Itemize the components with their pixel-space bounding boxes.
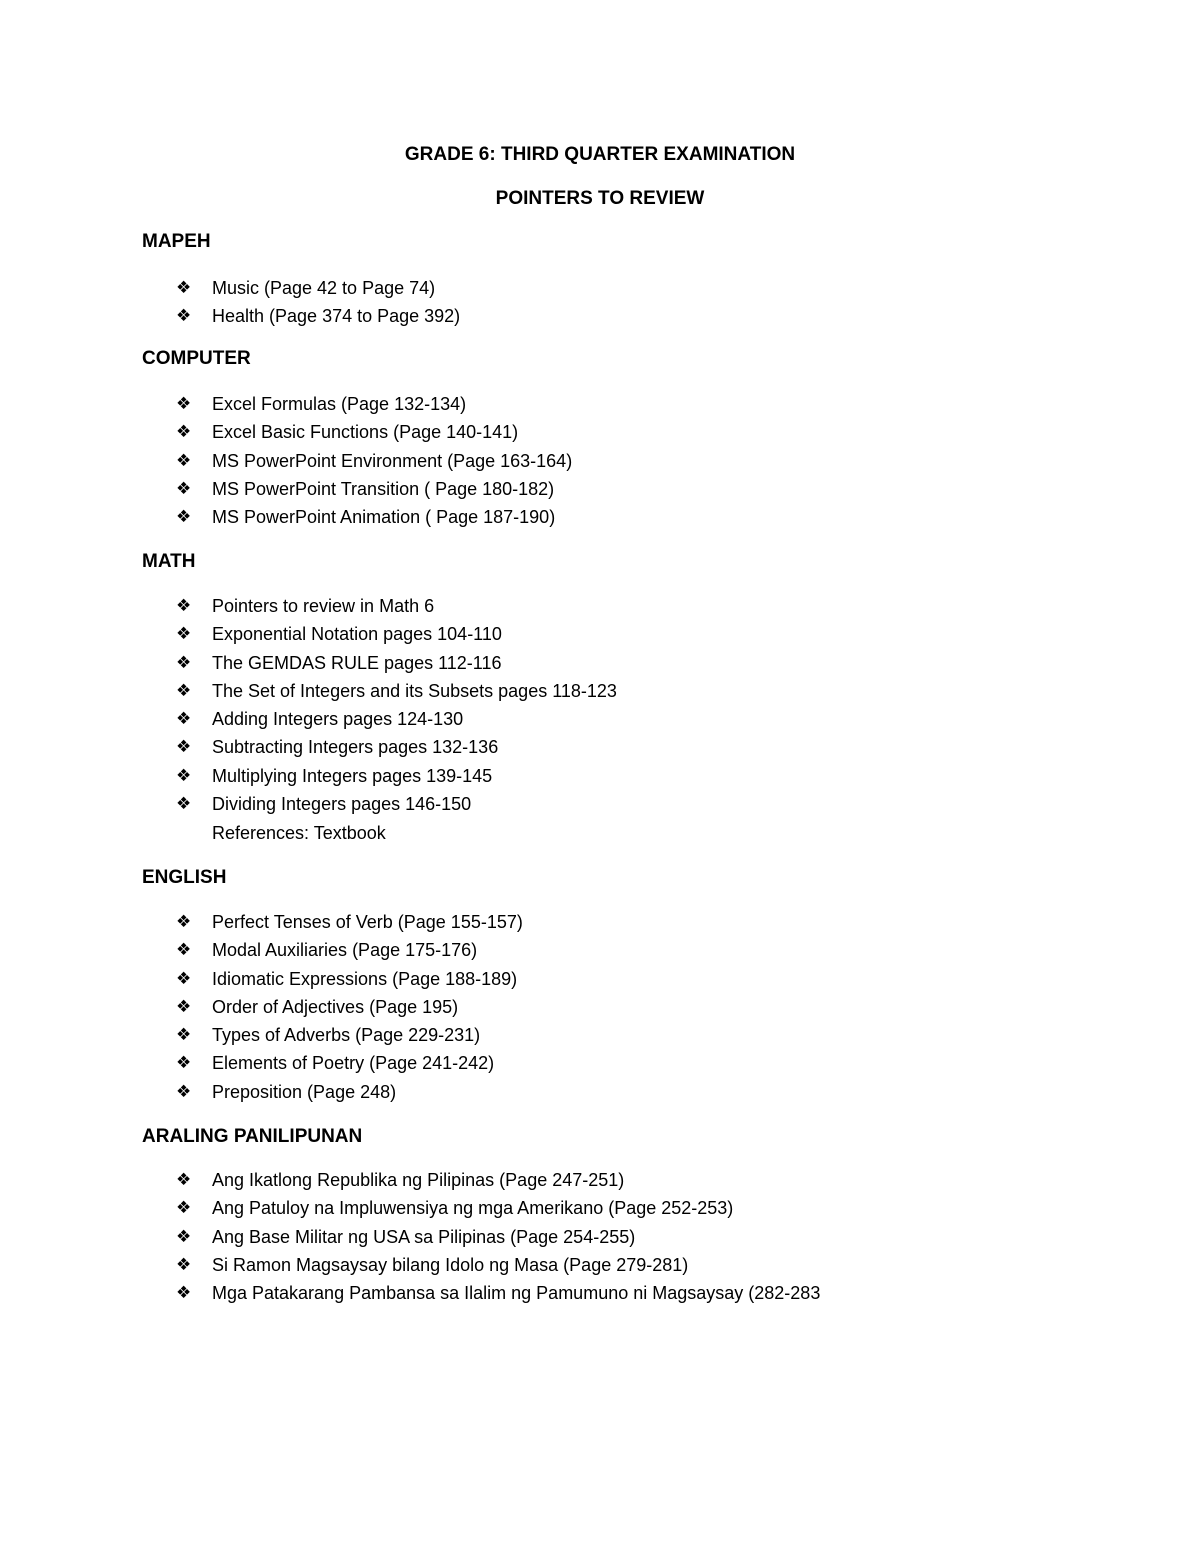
- diamond-bullet-icon: ❖: [176, 765, 192, 786]
- list-item-text: The Set of Integers and its Subsets pages 118-123: [212, 680, 617, 701]
- list-item-text: Health (Page 374 to Page 392): [212, 306, 461, 327]
- diamond-bullet-icon: ❖: [176, 478, 192, 499]
- list-item-text: The GEMDAS RULE pages 112-116: [212, 652, 502, 673]
- list-item-text: Music (Page 42 to Page 74): [212, 278, 436, 298]
- diamond-bullet-icon: ❖: [176, 652, 192, 673]
- document-title: GRADE 6: THIRD QUARTER EXAMINATION: [404, 144, 796, 165]
- list-item-text: Multiplying Integers pages 139-145: [212, 765, 493, 786]
- list-item-text: Ang Base Militar ng USA sa Pilipinas (Page 254-255): [212, 1226, 636, 1247]
- list-item-text: Types of Adverbs (Page 229-231): [212, 1025, 481, 1046]
- list-item-text: Excel Formulas (Page 132-134): [212, 394, 467, 414]
- diamond-bullet-icon: ❖: [176, 394, 192, 414]
- list-item-text: Perfect Tenses of Verb (Page 155-157): [212, 912, 523, 932]
- list-item-text: MS PowerPoint Environment (Page 163-164): [212, 450, 573, 471]
- diamond-bullet-icon: ❖: [176, 450, 192, 471]
- section-heading-araling-panilipunan: ARALING PANILIPUNAN: [142, 1126, 363, 1147]
- diamond-bullet-icon: ❖: [176, 709, 192, 730]
- list-item-text: Ang Patuloy na Impluwensiya ng mga Amerikano (Page 252-253): [212, 1198, 734, 1219]
- diamond-bullet-icon: ❖: [176, 624, 192, 645]
- list-item-text: Si Ramon Magsaysay bilang Idolo ng Masa (Page 279-281): [212, 1254, 689, 1275]
- list-item-text: Excel Basic Functions (Page 140-141): [212, 422, 519, 443]
- diamond-bullet-icon: ❖: [176, 996, 192, 1017]
- diamond-bullet-icon: ❖: [176, 1226, 192, 1247]
- diamond-bullet-icon: ❖: [176, 794, 192, 815]
- list-item-text: Mga Patakarang Pambansa sa Ilalim ng Pamumuno ni Magsaysay (282-283: [212, 1283, 821, 1304]
- section-heading-mapeh: MAPEH: [142, 231, 211, 252]
- diamond-bullet-icon: ❖: [176, 680, 192, 701]
- diamond-bullet-icon: ❖: [176, 940, 192, 961]
- diamond-bullet-icon: ❖: [176, 1198, 192, 1219]
- list-item-text: Preposition (Page 248): [212, 1081, 397, 1102]
- list-item-text: Modal Auxiliaries (Page 175-176): [212, 940, 478, 961]
- diamond-bullet-icon: ❖: [176, 968, 192, 989]
- list-item-text: MS PowerPoint Transition ( Page 180-182): [212, 478, 555, 499]
- diamond-bullet-icon: ❖: [176, 422, 192, 443]
- list-item-text: Dividing Integers pages 146-150: [212, 794, 472, 815]
- diamond-bullet-icon: ❖: [176, 1053, 192, 1074]
- list-item-text: Exponential Notation pages 104-110: [212, 624, 502, 645]
- diamond-bullet-icon: ❖: [176, 306, 192, 327]
- diamond-bullet-icon: ❖: [176, 737, 192, 758]
- diamond-bullet-icon: ❖: [176, 1170, 192, 1190]
- diamond-bullet-icon: ❖: [176, 1081, 192, 1102]
- list-item-text: Elements of Poetry (Page 241-242): [212, 1053, 495, 1074]
- diamond-bullet-icon: ❖: [176, 278, 192, 298]
- list-item-text: MS PowerPoint Animation ( Page 187-190): [212, 507, 556, 528]
- list-item-text: Subtracting Integers pages 132-136: [212, 737, 499, 758]
- list-item-text: Order of Adjectives (Page 195): [212, 996, 459, 1017]
- diamond-bullet-icon: ❖: [176, 1283, 192, 1304]
- list-item-text: Ang Ikatlong Republika ng Pilipinas (Page 247-251): [212, 1170, 625, 1190]
- section-heading-math: MATH: [142, 551, 196, 572]
- diamond-bullet-icon: ❖: [176, 1025, 192, 1046]
- diamond-bullet-icon: ❖: [176, 1254, 192, 1275]
- document-subtitle: POINTERS TO REVIEW: [495, 188, 705, 209]
- list-item-text: Adding Integers pages 124-130: [212, 709, 464, 730]
- diamond-bullet-icon: ❖: [176, 912, 192, 932]
- diamond-bullet-icon: ❖: [176, 507, 192, 528]
- list-item-text: Idiomatic Expressions (Page 188-189): [212, 968, 518, 989]
- section-heading-english: ENGLISH: [142, 867, 227, 888]
- section-heading-computer: COMPUTER: [142, 348, 251, 369]
- references-note: References: Textbook: [212, 823, 386, 843]
- diamond-bullet-icon: ❖: [176, 596, 192, 616]
- list-item-text: Pointers to review in Math 6: [212, 596, 435, 616]
